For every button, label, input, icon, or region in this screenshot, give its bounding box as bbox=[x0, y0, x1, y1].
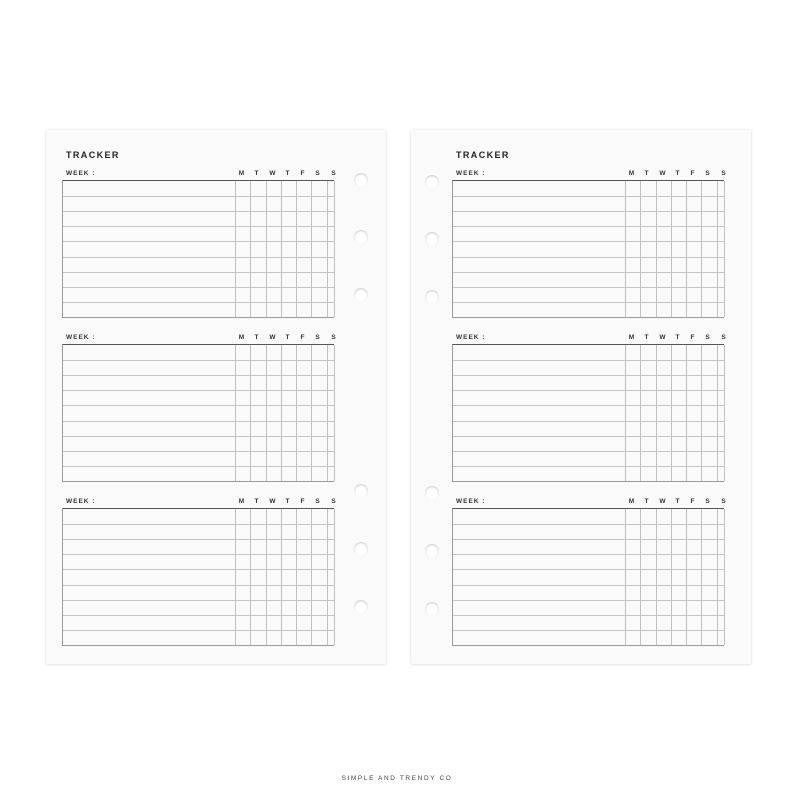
column-line bbox=[266, 181, 267, 317]
column-line bbox=[281, 345, 282, 481]
row-line bbox=[453, 466, 724, 467]
day-label: T bbox=[675, 334, 680, 341]
column-line bbox=[311, 509, 312, 645]
column-line bbox=[686, 181, 687, 317]
column-line bbox=[724, 509, 725, 645]
tracker-grid bbox=[62, 344, 334, 482]
row-line bbox=[63, 524, 334, 525]
day-label: T bbox=[254, 498, 259, 505]
column-line bbox=[656, 181, 657, 317]
binder-hole bbox=[354, 484, 368, 498]
row-line bbox=[63, 600, 334, 601]
row-line bbox=[453, 272, 724, 273]
row-line bbox=[453, 375, 724, 376]
week-tracker-block bbox=[452, 498, 724, 648]
row-line bbox=[63, 226, 334, 227]
column-line bbox=[250, 345, 251, 481]
day-label: M bbox=[628, 498, 635, 505]
column-line bbox=[640, 181, 641, 317]
week-label: WEEK : bbox=[456, 498, 486, 505]
row-line bbox=[453, 569, 724, 570]
column-line bbox=[656, 345, 657, 481]
day-label: F bbox=[300, 170, 305, 177]
column-line bbox=[334, 509, 335, 645]
tracker-grid bbox=[62, 508, 334, 646]
column-line bbox=[296, 509, 297, 645]
day-label: S bbox=[721, 498, 726, 505]
day-label: S bbox=[705, 498, 710, 505]
day-label: M bbox=[628, 170, 635, 177]
day-label: S bbox=[721, 334, 726, 341]
day-label: T bbox=[675, 170, 680, 177]
week-tracker-block bbox=[452, 334, 724, 484]
week-tracker-block bbox=[62, 498, 334, 648]
column-line bbox=[671, 181, 672, 317]
row-line bbox=[63, 436, 334, 437]
column-line bbox=[724, 345, 725, 481]
binder-hole bbox=[425, 544, 439, 558]
binder-hole bbox=[354, 600, 368, 614]
day-label: W bbox=[659, 498, 666, 505]
column-line bbox=[640, 345, 641, 481]
row-line bbox=[453, 405, 724, 406]
column-line bbox=[671, 345, 672, 481]
column-line bbox=[701, 509, 702, 645]
row-line bbox=[63, 302, 334, 303]
row-line bbox=[63, 539, 334, 540]
row-line bbox=[453, 554, 724, 555]
day-label: T bbox=[675, 498, 680, 505]
row-line bbox=[63, 360, 334, 361]
day-label: T bbox=[285, 498, 290, 505]
week-tracker-block bbox=[62, 170, 334, 320]
row-line bbox=[63, 585, 334, 586]
row-line bbox=[63, 196, 334, 197]
day-label: F bbox=[690, 334, 695, 341]
column-line bbox=[625, 181, 626, 317]
column-line bbox=[656, 509, 657, 645]
row-line bbox=[63, 211, 334, 212]
row-line bbox=[453, 585, 724, 586]
column-line bbox=[281, 509, 282, 645]
row-line bbox=[63, 272, 334, 273]
day-label: T bbox=[254, 334, 259, 341]
column-line bbox=[311, 181, 312, 317]
row-line bbox=[63, 287, 334, 288]
day-label: F bbox=[300, 334, 305, 341]
row-line bbox=[63, 241, 334, 242]
day-label: W bbox=[659, 170, 666, 177]
row-line bbox=[453, 600, 724, 601]
column-line bbox=[701, 345, 702, 481]
tracker-grid bbox=[62, 180, 334, 318]
week-tracker-block bbox=[452, 170, 724, 320]
binder-hole bbox=[354, 288, 368, 302]
day-label: S bbox=[315, 334, 320, 341]
column-line bbox=[327, 181, 328, 317]
column-line bbox=[640, 509, 641, 645]
binder-hole bbox=[354, 230, 368, 244]
day-label: M bbox=[238, 170, 245, 177]
day-label: W bbox=[269, 170, 276, 177]
column-line bbox=[235, 345, 236, 481]
day-label: S bbox=[315, 498, 320, 505]
row-line bbox=[63, 390, 334, 391]
column-line bbox=[250, 509, 251, 645]
row-line bbox=[63, 466, 334, 467]
row-line bbox=[63, 405, 334, 406]
row-line bbox=[63, 257, 334, 258]
column-line bbox=[327, 345, 328, 481]
week-label: WEEK : bbox=[456, 170, 486, 177]
column-line bbox=[625, 509, 626, 645]
row-line bbox=[63, 451, 334, 452]
row-line bbox=[453, 287, 724, 288]
row-line bbox=[453, 257, 724, 258]
binder-hole bbox=[425, 486, 439, 500]
row-line bbox=[453, 615, 724, 616]
row-line bbox=[453, 360, 724, 361]
day-label: F bbox=[690, 498, 695, 505]
column-line bbox=[235, 509, 236, 645]
day-label: M bbox=[628, 334, 635, 341]
tracker-grid bbox=[452, 508, 724, 646]
day-label: W bbox=[269, 498, 276, 505]
planner-page-left bbox=[46, 130, 386, 664]
day-label: S bbox=[331, 170, 336, 177]
planner-page-right bbox=[411, 130, 751, 664]
row-line bbox=[453, 421, 724, 422]
row-line bbox=[453, 390, 724, 391]
column-line bbox=[235, 181, 236, 317]
day-label: S bbox=[331, 498, 336, 505]
day-label: S bbox=[705, 334, 710, 341]
tracker-grid bbox=[452, 344, 724, 482]
column-line bbox=[250, 181, 251, 317]
row-line bbox=[453, 524, 724, 525]
row-line bbox=[453, 539, 724, 540]
day-label: T bbox=[644, 498, 649, 505]
column-line bbox=[625, 345, 626, 481]
binder-hole bbox=[354, 542, 368, 556]
day-label: S bbox=[331, 334, 336, 341]
page-title: TRACKER bbox=[66, 150, 120, 160]
day-label: M bbox=[238, 498, 245, 505]
column-line bbox=[266, 345, 267, 481]
binder-hole bbox=[425, 232, 439, 246]
row-line bbox=[63, 554, 334, 555]
row-line bbox=[63, 630, 334, 631]
column-line bbox=[334, 345, 335, 481]
column-line bbox=[717, 509, 718, 645]
day-label: T bbox=[644, 170, 649, 177]
row-line bbox=[63, 615, 334, 616]
week-label: WEEK : bbox=[66, 498, 96, 505]
row-line bbox=[453, 211, 724, 212]
column-line bbox=[717, 345, 718, 481]
row-line bbox=[63, 421, 334, 422]
row-line bbox=[453, 436, 724, 437]
binder-hole bbox=[354, 173, 368, 187]
column-line bbox=[717, 181, 718, 317]
column-line bbox=[296, 345, 297, 481]
row-line bbox=[63, 569, 334, 570]
day-label: S bbox=[705, 170, 710, 177]
row-line bbox=[453, 241, 724, 242]
binder-hole bbox=[425, 175, 439, 189]
day-label: W bbox=[659, 334, 666, 341]
column-line bbox=[327, 509, 328, 645]
row-line bbox=[453, 630, 724, 631]
day-label: M bbox=[238, 334, 245, 341]
brand-footer: SIMPLE AND TRENDY CO bbox=[341, 775, 453, 782]
day-label: S bbox=[315, 170, 320, 177]
week-tracker-block bbox=[62, 334, 334, 484]
row-line bbox=[453, 226, 724, 227]
column-line bbox=[686, 345, 687, 481]
day-label: F bbox=[690, 170, 695, 177]
day-label: T bbox=[644, 334, 649, 341]
binder-hole bbox=[425, 290, 439, 304]
week-label: WEEK : bbox=[66, 334, 96, 341]
row-line bbox=[453, 451, 724, 452]
week-label: WEEK : bbox=[66, 170, 96, 177]
day-label: W bbox=[269, 334, 276, 341]
week-label: WEEK : bbox=[456, 334, 486, 341]
day-label: F bbox=[300, 498, 305, 505]
column-line bbox=[701, 181, 702, 317]
column-line bbox=[334, 181, 335, 317]
column-line bbox=[686, 509, 687, 645]
column-line bbox=[266, 509, 267, 645]
column-line bbox=[671, 509, 672, 645]
day-label: T bbox=[285, 170, 290, 177]
column-line bbox=[311, 345, 312, 481]
day-label: S bbox=[721, 170, 726, 177]
tracker-grid bbox=[452, 180, 724, 318]
column-line bbox=[281, 181, 282, 317]
binder-hole bbox=[425, 602, 439, 616]
column-line bbox=[296, 181, 297, 317]
row-line bbox=[453, 302, 724, 303]
column-line bbox=[724, 181, 725, 317]
day-label: T bbox=[285, 334, 290, 341]
day-label: T bbox=[254, 170, 259, 177]
row-line bbox=[453, 196, 724, 197]
row-line bbox=[63, 375, 334, 376]
page-title: TRACKER bbox=[456, 150, 510, 160]
